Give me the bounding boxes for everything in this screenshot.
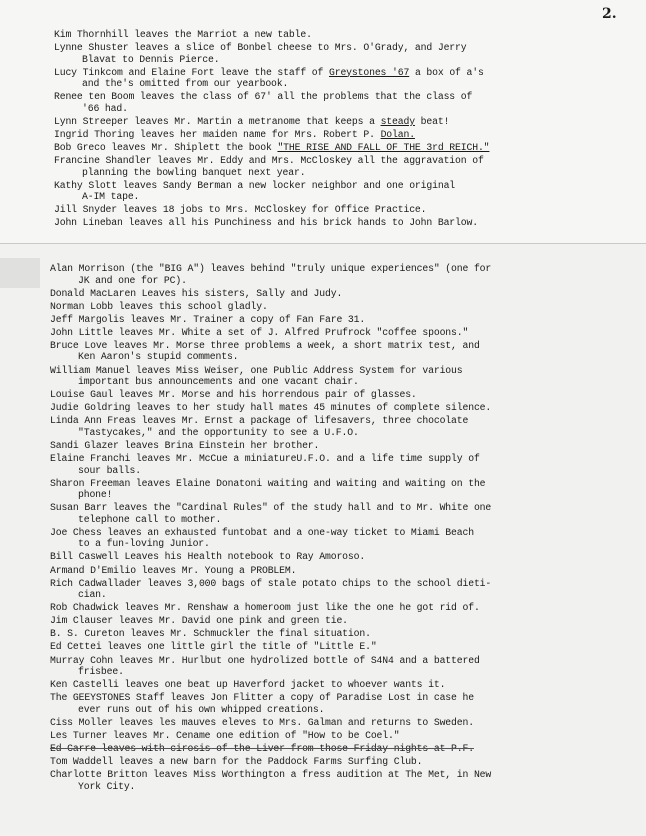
- entry-continuation: JK and one for PC).: [78, 274, 187, 286]
- entry-text: Renee ten Boom leaves the class of 67' all the problems that the class of: [54, 91, 473, 103]
- bequest-entry: [50, 263, 640, 286]
- bequest-entry: [50, 655, 640, 678]
- entry-text: Francine Shandler leaves Mr. Eddy and Mrs. McCloskey all the aggravation of: [54, 155, 484, 167]
- entry-continuation: '66 had.: [82, 102, 128, 114]
- bequest-entry: [54, 29, 634, 41]
- bequest-entry: [50, 756, 640, 768]
- entry-continuation: "Tastycakes," and the opportunity to see a U.F.O.: [78, 426, 359, 438]
- bequest-entry: [50, 717, 640, 729]
- entry-text: Linda Ann Freas leaves Mr. Ernst a package of lifesavers, three chocolate: [50, 415, 469, 427]
- bequest-entry: [50, 502, 640, 525]
- entry-text: Norman Lobb leaves this school gladly.: [50, 300, 268, 312]
- bequest-entry: [50, 602, 640, 614]
- bequest-entry: [50, 743, 640, 755]
- bequest-entry: [50, 615, 640, 627]
- bequest-entry: [50, 679, 640, 691]
- bequest-entry: [54, 142, 634, 154]
- entry-text: Ed Cettei leaves one little girl the title of "Little E.": [50, 641, 377, 653]
- bequest-entry: [54, 155, 634, 178]
- entry-text: Ciss Moller leaves les mauves eleves to Mrs. Galman and returns to Sweden.: [50, 716, 474, 728]
- entry-text: William Manuel leaves Miss Weiser, one Public Address System for various: [50, 364, 463, 376]
- bequest-entry: [50, 389, 640, 401]
- bequest-entry: [50, 551, 640, 563]
- bequest-entry: [50, 565, 640, 577]
- bequest-entry: [50, 527, 640, 550]
- entry-text: Lynne Shuster leaves a slice of Bonbel cheese to Mrs. O'Grady, and Jerry: [54, 42, 467, 54]
- entry-text: a box of a's: [409, 66, 484, 78]
- entry-text: Armand D'Emilio leaves Mr. Young a PROBLEM.: [50, 564, 297, 576]
- entry-continuation: York City.: [78, 780, 136, 792]
- entry-text: Sharon Freeman leaves Elaine Donatoni waiting and waiting and waiting on the: [50, 477, 486, 489]
- entry-text: Bruce Love leaves Mr. Morse three problems a week, a short matrix test, and: [50, 339, 480, 351]
- entry-continuation: and the's omitted from our yearbook.: [82, 78, 289, 90]
- entry-text: B. S. Cureton leaves Mr. Schmuckler the final situation.: [50, 628, 371, 640]
- entry-text: Elaine Franchi leaves Mr. McCue a miniatureU.F.O. and a life time supply of: [50, 453, 480, 465]
- bequest-entry: [50, 628, 640, 640]
- bequest-entry: [54, 180, 634, 203]
- entry-text: Alan Morrison (the "BIG A") leaves behind "truly unique experiences" (one for: [50, 263, 492, 274]
- entry-text: Les Turner leaves Mr. Cename one edition of "How to be Coel.": [50, 729, 400, 741]
- bequest-entry: [50, 340, 640, 363]
- bequest-entry: [50, 769, 640, 792]
- entry-text: Murray Cohn leaves Mr. Hurlbut one hydrolized bottle of S4N4 and a battered: [50, 654, 480, 666]
- bequest-entry: [50, 314, 640, 326]
- bequest-entry: [54, 116, 634, 128]
- entry-text: Jim Clauser leaves Mr. David one pink and green tie.: [50, 615, 348, 627]
- bequest-entry: [54, 67, 634, 90]
- entry-continuation: sour balls.: [78, 464, 142, 476]
- bequest-entry: [50, 288, 640, 300]
- bequest-entry: [54, 204, 634, 216]
- scan-smudge: [0, 258, 40, 288]
- bottom-entries-list: [50, 263, 640, 794]
- entry-text: Rob Chadwick leaves Mr. Renshaw a homeroom just like the one he got rid of.: [50, 602, 480, 614]
- entry-text: Sandi Glazer leaves Brina Einstein her brother.: [50, 439, 320, 451]
- entry-text: Lucy Tinkcom and Elaine Fort leave the staff of: [54, 66, 329, 78]
- entry-text: Ingrid Thoring leaves her maiden name for Mrs. Robert P.: [54, 128, 381, 140]
- bequest-entry: [50, 578, 640, 601]
- entry-text: Louise Gaul leaves Mr. Morse and his horrendous pair of glasses.: [50, 389, 417, 401]
- entry-continuation: phone!: [78, 489, 113, 501]
- entry-text: steady: [380, 115, 415, 127]
- bequest-entry: [50, 692, 640, 715]
- entry-text: Lynn Streeper leaves Mr. Martin a metranome that keeps a: [54, 115, 381, 127]
- entry-text: Bob Greco leaves Mr. Shiplett the book: [54, 142, 278, 154]
- entry-text: Greystones '67: [329, 66, 410, 78]
- top-entries-list: [54, 29, 634, 231]
- entry-continuation: frisbee.: [78, 666, 124, 678]
- entry-text: John Little leaves Mr. White a set of J. Alfred Prufrock "coffee spoons.": [50, 326, 469, 338]
- entry-text: Kim Thornhill leaves the Marriot a new table.: [54, 29, 312, 40]
- entry-text: Jill Snyder leaves 18 jobs to Mrs. McCloskey for Office Practice.: [54, 204, 427, 216]
- bequest-entry: [50, 327, 640, 339]
- bequest-entry: [50, 641, 640, 653]
- bequest-entry: [54, 91, 634, 114]
- entry-continuation: planning the bowling banquet next year.: [82, 166, 306, 178]
- bequest-entry: [50, 453, 640, 476]
- bequest-entry: [50, 415, 640, 438]
- entry-text: beat!: [414, 115, 450, 127]
- entry-text: Ken Castelli leaves one beat up Haverford jacket to whoever wants it.: [50, 679, 446, 691]
- bequest-entry: [54, 42, 634, 65]
- bequest-entry: [50, 730, 640, 742]
- bequest-entry: [54, 129, 634, 141]
- entry-text: Susan Barr leaves the "Cardinal Rules" of the study hall and to Mr. White one: [50, 502, 492, 514]
- bequest-entry: [50, 402, 640, 414]
- entry-continuation: A-IM tape.: [82, 191, 140, 203]
- entry-text: Tom Waddell leaves a new barn for the Paddock Farms Surfing Club.: [50, 756, 423, 768]
- entry-text: Rich Cadwallader leaves 3,000 bags of stale potato chips to the school dieti-: [50, 577, 492, 589]
- entry-continuation: telephone call to mother.: [78, 513, 222, 525]
- page-number: 2.: [602, 6, 617, 22]
- bequest-entry: [50, 365, 640, 388]
- bequest-entry: [54, 217, 634, 229]
- entry-continuation: to a fun-loving Junior.: [78, 538, 210, 550]
- entry-text: The GEEYSTONES Staff leaves Jon Flitter a copy of Paradise Lost in case he: [50, 692, 474, 704]
- entry-text: Kathy Slott leaves Sandy Berman a new locker neighbor and one original: [54, 179, 456, 191]
- entry-continuation: ever runs out of his own whipped creations.: [78, 703, 325, 715]
- entry-text: "THE RISE AND FALL OF THE 3rd REICH.": [277, 142, 490, 154]
- entry-text: Charlotte Britton leaves Miss Worthington a fress audition at The Met, in New: [50, 769, 492, 781]
- entry-text: Jeff Margolis leaves Mr. Trainer a copy of Fan Fare 31.: [50, 313, 366, 325]
- entry-continuation: Blavat to Dennis Pierce.: [82, 53, 220, 65]
- entry-text: Ed Carre leaves with cirosis of the Liver from those Friday nights at P.F.: [50, 743, 474, 755]
- entry-continuation: cian.: [78, 589, 107, 601]
- entry-text: Joe Chess leaves an exhausted funtobat and a one-way ticket to Miami Beach: [50, 526, 474, 538]
- entry-continuation: important bus announcements and one vacant chair.: [78, 376, 359, 388]
- entry-continuation: Ken Aaron's stupid comments.: [78, 351, 239, 363]
- entry-text: Dolan.: [380, 128, 415, 140]
- entry-text: Bill Caswell Leaves his Health notebook to Ray Amoroso.: [50, 551, 366, 563]
- entry-text: Donald MacLaren Leaves his sisters, Sally and Judy.: [50, 287, 343, 299]
- entry-text: John Lineban leaves all his Punchiness and his brick hands to John Barlow.: [54, 217, 478, 229]
- entry-text: Judie Goldring leaves to her study hall mates 45 minutes of complete silence.: [50, 402, 492, 414]
- bequest-entry: [50, 301, 640, 313]
- bequest-entry: [50, 440, 640, 452]
- paper-tear-line: [0, 243, 646, 244]
- bequest-entry: [50, 478, 640, 501]
